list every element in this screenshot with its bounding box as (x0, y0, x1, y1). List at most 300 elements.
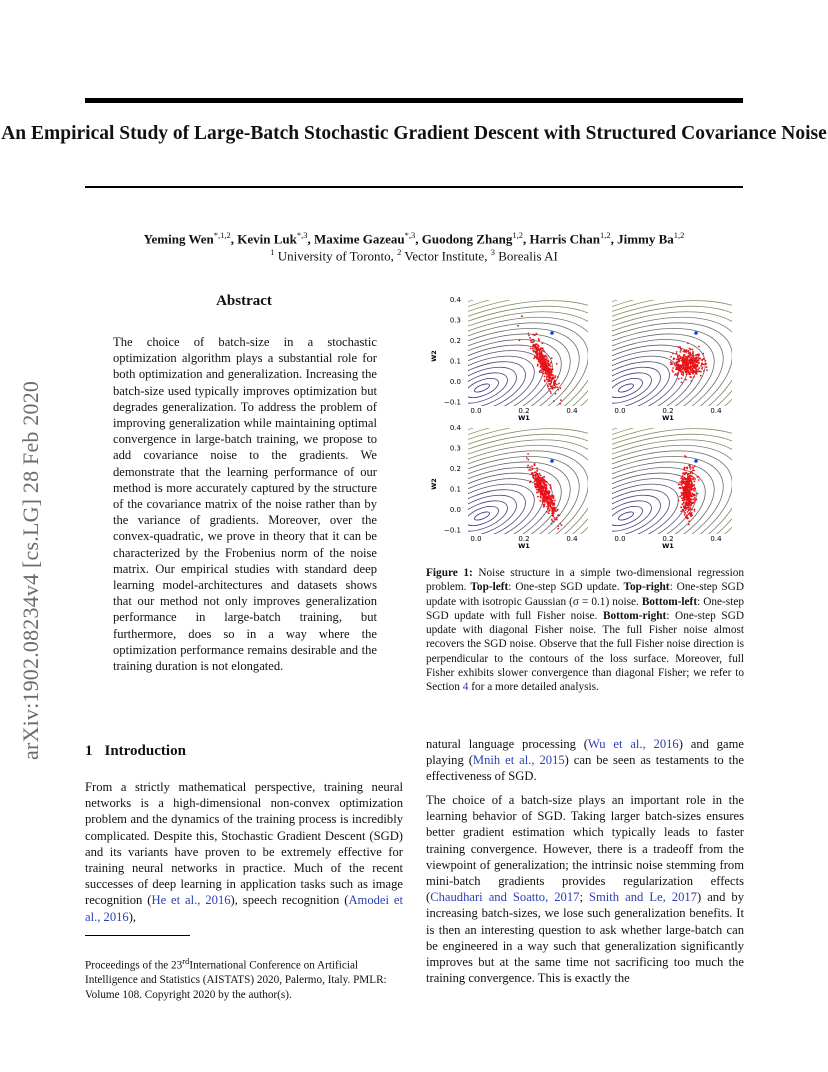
noise-sample (538, 345, 540, 347)
noise-sample (553, 510, 555, 512)
noise-sample (690, 501, 692, 503)
loss-contour (586, 359, 666, 417)
noise-sample (544, 490, 546, 492)
noise-sample (548, 388, 550, 390)
noise-sample (690, 358, 692, 360)
loss-contour (596, 495, 655, 538)
noise-sample (682, 503, 684, 505)
loss-contour (481, 292, 750, 495)
noise-sample (552, 386, 554, 388)
noise-sample (543, 358, 545, 360)
noise-sample (552, 512, 554, 514)
noise-sample (559, 403, 561, 405)
noise-sample (536, 467, 538, 469)
footnote-rule (85, 935, 190, 936)
section-number: 1 (85, 743, 93, 759)
noise-sample (551, 523, 553, 525)
noise-sample (547, 492, 549, 494)
noise-sample (536, 353, 538, 355)
noise-sample (546, 377, 548, 379)
noise-sample (548, 501, 550, 503)
noise-sample (683, 350, 685, 352)
noise-sample (553, 497, 555, 499)
noise-sample (683, 493, 685, 495)
noise-sample (686, 516, 688, 518)
noise-sample (557, 389, 559, 391)
noise-sample (548, 510, 550, 512)
loss-contour (473, 382, 490, 394)
noise-sample (688, 353, 690, 355)
x-tick-label: 0.0 (470, 407, 482, 415)
noise-sample (558, 383, 560, 385)
noise-sample (705, 360, 707, 362)
loss-contour (607, 502, 645, 529)
noise-sample (546, 379, 548, 381)
noise-sample (538, 339, 540, 341)
noise-sample (542, 501, 544, 503)
noise-sample (686, 366, 688, 368)
noise-sample (546, 502, 548, 504)
noise-sample (547, 496, 549, 498)
noise-sample (538, 484, 540, 486)
noise-sample (553, 377, 555, 379)
noise-sample (541, 351, 543, 353)
noise-sample (692, 467, 694, 469)
noise-sample (687, 511, 689, 513)
noise-sample (542, 362, 544, 364)
y-tick-label: 0.3 (449, 444, 461, 453)
noise-sample (553, 381, 555, 383)
x-tick-label: 0.0 (614, 535, 626, 543)
noise-sample (541, 353, 543, 355)
noise-sample (552, 515, 554, 517)
noise-sample (698, 367, 700, 369)
noise-sample (697, 476, 699, 478)
noise-sample (694, 510, 696, 512)
noise-sample (543, 497, 545, 499)
noise-sample (536, 343, 538, 345)
noise-sample (698, 346, 700, 348)
loss-contour (420, 338, 722, 557)
noise-sample (531, 339, 533, 341)
noise-sample (687, 368, 689, 370)
noise-sample (688, 490, 690, 492)
noise-sample (672, 353, 674, 355)
loss-contour (459, 393, 750, 557)
noise-sample (697, 365, 699, 367)
noise-sample (690, 348, 692, 350)
noise-sample (699, 370, 701, 372)
noise-sample (684, 469, 686, 471)
loss-contour (449, 367, 511, 410)
noise-sample (674, 365, 676, 367)
noise-sample (687, 477, 689, 479)
noise-sample (694, 508, 696, 510)
loss-contour (420, 327, 564, 448)
noise-sample (545, 481, 547, 483)
noise-sample (550, 507, 552, 509)
section-heading-introduction (85, 743, 198, 760)
intro-paragraph-left: From a strictly mathematical perspective, training neural networks is a high-dimensional non-convex optimization problem and the dynamics of the training process is incredibly complicated. Despite this, Stochastic Gradient Descent (SGD) and its variants have proven to be extremely effective for training neural networks in practice. Much of the recent successes of deep learning in application tasks such as image recognition (He et al., 2016), speech recognition (Amodei et al., 2016), (85, 780, 404, 924)
noise-sample (555, 375, 557, 377)
noise-sample (693, 470, 695, 472)
noise-sample (679, 367, 681, 369)
noise-sample (692, 373, 694, 375)
noise-sample (550, 484, 552, 486)
noise-sample (552, 520, 554, 522)
noise-sample (533, 478, 535, 480)
noise-sample (698, 479, 700, 481)
noise-sample (554, 517, 556, 519)
x-axis-label: W1 (518, 414, 530, 422)
loss-contour (617, 510, 634, 522)
noise-sample (672, 367, 674, 369)
noise-sample (682, 375, 684, 377)
noise-sample (552, 368, 554, 370)
noise-sample (690, 366, 692, 368)
figure-1-noise-structure (420, 292, 750, 557)
noise-sample (682, 476, 684, 478)
noise-sample (688, 501, 690, 503)
noise-sample (687, 358, 689, 360)
noise-sample (687, 342, 689, 344)
x-tick-label: 0.4 (566, 535, 578, 543)
noise-sample (542, 373, 544, 375)
noise-sample (529, 481, 531, 483)
noise-sample (691, 484, 693, 486)
noise-sample (690, 363, 692, 365)
loss-contour (491, 292, 750, 488)
noise-sample (685, 488, 687, 490)
noise-sample (676, 359, 678, 361)
noise-sample (527, 459, 529, 461)
noise-sample (684, 498, 686, 500)
noise-sample (679, 346, 681, 348)
noise-sample (700, 375, 702, 377)
noise-sample (539, 371, 541, 373)
noise-sample (685, 356, 687, 358)
noise-sample (546, 485, 548, 487)
noise-sample (683, 497, 685, 499)
noise-sample (685, 349, 687, 351)
noise-sample (675, 373, 677, 375)
noise-sample (680, 356, 682, 358)
x-axis-label: W1 (518, 542, 530, 550)
noise-sample (678, 500, 680, 502)
loss-contour (438, 292, 750, 527)
loss-contour (420, 292, 722, 557)
noise-sample (551, 357, 553, 359)
noise-sample (541, 355, 543, 357)
noise-sample (553, 400, 555, 402)
noise-sample (680, 348, 682, 350)
noise-sample (549, 391, 551, 393)
noise-sample (687, 488, 689, 490)
noise-sample (537, 496, 539, 498)
noise-sample (556, 509, 558, 511)
noise-sample (681, 359, 683, 361)
noise-sample (534, 348, 536, 350)
noise-sample (689, 473, 691, 475)
y-tick-label: 0.1 (449, 485, 461, 494)
noise-sample (544, 500, 546, 502)
noise-sample (541, 371, 543, 373)
noise-sample (683, 511, 685, 513)
noise-sample (688, 520, 690, 522)
noise-sample (550, 392, 552, 394)
noise-sample (682, 480, 684, 482)
noise-sample (551, 501, 553, 503)
noise-sample (692, 365, 694, 367)
noise-sample (542, 348, 544, 350)
noise-sample (689, 373, 691, 375)
noise-sample (681, 492, 683, 494)
noise-sample (692, 353, 694, 355)
noise-sample (548, 383, 550, 385)
noise-sample (546, 365, 548, 367)
noise-sample (693, 376, 695, 378)
noise-sample (535, 356, 537, 358)
noise-sample (534, 334, 536, 336)
noise-sample (695, 366, 697, 368)
noise-sample (550, 488, 552, 490)
noise-sample (544, 372, 546, 374)
y-tick-label: −0.1 (444, 398, 461, 407)
noise-sample (691, 471, 693, 473)
noise-sample (681, 371, 683, 373)
noise-sample (554, 500, 556, 502)
noise-sample (539, 350, 541, 352)
noise-sample (560, 399, 562, 401)
noise-sample (544, 376, 546, 378)
noise-sample (679, 496, 681, 498)
noise-sample (690, 480, 692, 482)
noise-sample (534, 485, 536, 487)
noise-sample (691, 371, 693, 373)
noise-sample (693, 355, 695, 357)
noise-sample (698, 353, 700, 355)
noise-sample (551, 371, 553, 373)
noise-sample (685, 371, 687, 373)
noise-sample (697, 361, 699, 363)
noise-sample (679, 351, 681, 353)
noise-sample (671, 370, 673, 372)
noise-sample (552, 508, 554, 510)
noise-sample (689, 492, 691, 494)
noise-sample (685, 492, 687, 494)
noise-sample (703, 358, 705, 360)
noise-sample (529, 467, 531, 469)
noise-sample (526, 457, 528, 459)
noise-sample (544, 356, 546, 358)
noise-sample (676, 353, 678, 355)
x-tick-label: 0.2 (518, 535, 530, 543)
noise-sample (546, 371, 548, 373)
noise-sample (687, 361, 689, 363)
loss-contour (512, 304, 740, 472)
noise-sample (540, 482, 542, 484)
noise-sample (679, 369, 681, 371)
noise-sample (533, 464, 535, 466)
noise-sample (679, 355, 681, 357)
noise-sample (691, 499, 693, 501)
noise-sample (529, 337, 531, 339)
noise-sample (688, 498, 690, 500)
y-axis-label: W2 (430, 350, 438, 362)
loss-contour (586, 487, 666, 545)
noise-sample (685, 379, 687, 381)
noise-sample (550, 368, 552, 370)
noise-sample (545, 494, 547, 496)
noise-sample (695, 361, 697, 363)
noise-sample (546, 357, 548, 359)
noise-sample (548, 376, 550, 378)
noise-sample (683, 482, 685, 484)
noise-sample (677, 356, 679, 358)
noise-sample (535, 471, 537, 473)
noise-sample (701, 359, 703, 361)
noise-sample (684, 514, 686, 516)
noise-sample (540, 475, 542, 477)
noise-sample (547, 384, 549, 386)
noise-sample (692, 351, 694, 353)
noise-sample (691, 475, 693, 477)
noise-sample (679, 360, 681, 362)
noise-sample (527, 467, 529, 469)
noise-sample (686, 489, 688, 491)
noise-sample (537, 347, 539, 349)
noise-sample (548, 512, 550, 514)
noise-sample (550, 373, 552, 375)
noise-sample (547, 508, 549, 510)
loss-contour (554, 335, 697, 440)
noise-sample (540, 481, 542, 483)
noise-sample (677, 365, 679, 367)
noise-sample (533, 345, 535, 347)
noise-sample (680, 506, 682, 508)
noise-sample (544, 351, 546, 353)
noise-sample (690, 515, 692, 517)
noise-sample (692, 479, 694, 481)
noise-sample (540, 347, 542, 349)
noise-sample (538, 477, 540, 479)
noise-sample (684, 354, 686, 356)
noise-sample (535, 347, 537, 349)
noise-sample (535, 487, 537, 489)
noise-sample (533, 351, 535, 353)
noise-sample (527, 465, 529, 467)
noise-sample (550, 504, 552, 506)
noise-sample (555, 393, 557, 395)
y-tick-label: 0.2 (449, 465, 461, 473)
noise-sample (556, 384, 558, 386)
noise-sample (683, 366, 685, 368)
noise-sample (690, 369, 692, 371)
noise-sample (686, 502, 688, 504)
noise-sample (697, 493, 699, 495)
noise-sample (681, 382, 683, 384)
noise-sample (689, 507, 691, 509)
section-title: Introduction (104, 743, 186, 759)
noise-sample (682, 373, 684, 375)
noise-sample (683, 369, 685, 371)
noise-sample (548, 360, 550, 362)
noise-sample (691, 380, 693, 382)
noise-sample (540, 479, 542, 481)
loss-contour (463, 374, 501, 401)
noise-sample (693, 490, 695, 492)
proceedings-footnote: Proceedings of the 23rdInternational Conference on Artificial Intelligence and Statistics (AISTATS) 2020, Palermo, Italy. PMLR: Volume 108. Copyright 2020 by the author(s). (85, 956, 387, 1001)
noise-sample (694, 501, 696, 503)
loss-contour (420, 354, 701, 557)
y-tick-label: 0.4 (449, 424, 461, 432)
noise-sample (557, 525, 559, 527)
noise-sample (693, 484, 695, 486)
noise-sample (546, 373, 548, 375)
x-axis-label: W1 (662, 414, 674, 422)
noise-sample (557, 376, 559, 378)
noise-sample (544, 381, 546, 383)
noise-sample (683, 489, 685, 491)
noise-sample (557, 528, 559, 530)
noise-sample (556, 363, 558, 365)
arxiv-identifier: arXiv:1902.08234v4 [cs.LG] 28 Feb 2020 (18, 380, 43, 760)
noise-sample (537, 486, 539, 488)
noise-sample (542, 494, 544, 496)
x-tick-label: 0.2 (662, 535, 674, 543)
noise-sample (553, 384, 555, 386)
y-tick-label: 0.1 (449, 357, 461, 366)
noise-sample (692, 361, 694, 363)
loss-contour (607, 374, 645, 401)
noise-sample (680, 365, 682, 367)
noise-sample (700, 365, 702, 367)
noise-sample (692, 502, 694, 504)
noise-sample (687, 482, 689, 484)
y-tick-label: 0.4 (449, 296, 461, 304)
noise-sample (517, 325, 519, 327)
noise-sample (559, 514, 561, 516)
y-tick-label: 0.2 (449, 337, 461, 345)
noise-sample (539, 500, 541, 502)
noise-sample (534, 483, 536, 485)
noise-sample (684, 479, 686, 481)
noise-sample (542, 343, 544, 345)
noise-sample (539, 473, 541, 475)
noise-sample (703, 370, 705, 372)
noise-sample (543, 506, 545, 508)
noise-sample (546, 375, 548, 377)
noise-sample (536, 473, 538, 475)
noise-sample (688, 371, 690, 373)
noise-sample (530, 348, 532, 350)
noise-sample (684, 467, 686, 469)
loss-contour (470, 292, 750, 503)
noise-sample (550, 380, 552, 382)
noise-sample (537, 365, 539, 367)
noise-sample (680, 487, 682, 489)
author-list: Yeming Wen$^{*,1,2}$, Kevin Luk$^{*,3}$, Maxime Gazeau$^{*,3}$, Guodong Zhang$^{1,2}$, Harris Chan$^{1,2}$, Jimmy Ba$^{1,2}$ (143, 230, 685, 247)
y-tick-label: −0.1 (444, 526, 461, 535)
y-tick-label: 0.0 (449, 506, 461, 514)
noise-sample (694, 497, 696, 499)
noise-sample (530, 341, 532, 343)
noise-sample (680, 478, 682, 480)
x-tick-label: 0.2 (518, 407, 530, 415)
noise-sample (673, 363, 675, 365)
noise-sample (544, 483, 546, 485)
noise-sample (697, 357, 699, 359)
